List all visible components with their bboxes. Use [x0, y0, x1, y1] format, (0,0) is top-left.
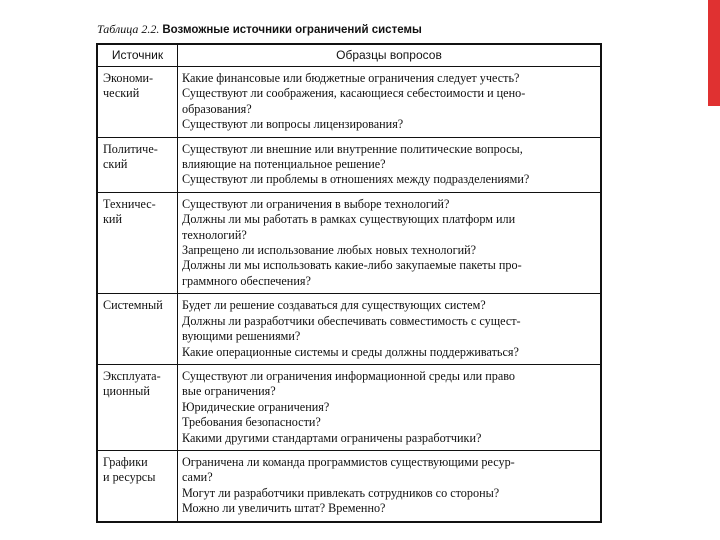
questions-cell — [178, 192, 602, 293]
question-line: Существуют ли проблемы в отношениях между подразделениями? — [182, 172, 530, 187]
source-cell — [97, 137, 178, 192]
source-line: ский — [103, 157, 128, 172]
source-line: и ресурсы — [103, 470, 156, 485]
source-cell — [97, 364, 178, 450]
question-line: сами? — [182, 470, 213, 485]
source-line: ционный — [103, 384, 150, 399]
caption-number: Таблица 2.2. — [97, 22, 160, 36]
source-cell — [97, 67, 178, 138]
question-line: Требования безопасности? — [182, 415, 321, 430]
questions-cell — [178, 364, 602, 450]
question-line: Юридические ограничения? — [182, 399, 330, 414]
question-line: Существуют ли ограничения информационной среды или право — [182, 368, 516, 383]
question-line: граммного обеспечения? — [182, 273, 311, 288]
question-line: Существуют ли ограничения в выборе технологий? — [182, 196, 450, 211]
question-line: Будет ли решение создаваться для существующих систем? — [182, 298, 486, 313]
table-row — [97, 364, 601, 450]
question-line: Какими другими стандартами ограничены разработчики? — [182, 430, 482, 445]
question-line: Ограничена ли команда программистов существующими ресур- — [182, 454, 515, 469]
header-questions: Образцы вопросов — [178, 44, 602, 67]
source-line: Графики — [103, 454, 148, 469]
table-row — [97, 137, 601, 192]
question-line: Должны ли мы использовать какие-либо закупаемые пакеты про- — [182, 258, 522, 273]
table-row — [97, 192, 601, 293]
question-line: Какие операционные системы и среды должны поддерживаться? — [182, 344, 519, 359]
source-line: Техничес- — [103, 196, 156, 211]
question-line: влияющие на потенциальное решение? — [182, 157, 386, 172]
source-cell — [97, 192, 178, 293]
table-row — [97, 450, 601, 521]
source-line: Политиче- — [103, 141, 158, 156]
question-line: вующими решениями? — [182, 329, 301, 344]
header-source: Источник — [97, 44, 178, 67]
question-line: Какие финансовые или бюджетные ограничения следует учесть? — [182, 71, 520, 85]
source-line: Экономи- — [103, 71, 154, 85]
slide-accent-bar — [708, 0, 720, 106]
source-cell — [97, 294, 178, 365]
table-row — [97, 294, 601, 365]
constraints-table — [96, 43, 602, 523]
source-line: кий — [103, 212, 122, 227]
questions-cell — [178, 67, 602, 138]
question-line: Должны ли мы работать в рамках существующих платформ или — [182, 212, 516, 227]
source-line: Эксплуата- — [103, 368, 161, 383]
questions-cell — [178, 294, 602, 365]
question-line: Можно ли увеличить штат? Временно? — [182, 501, 386, 516]
caption-title: Возможные источники ограничений системы — [162, 24, 422, 36]
table-caption — [97, 22, 422, 37]
source-line: ческий — [103, 86, 140, 101]
question-line: образования? — [182, 101, 252, 116]
question-line: Существуют ли внешние или внутренние политические вопросы, — [182, 141, 523, 156]
questions-cell — [178, 450, 602, 521]
source-cell — [97, 450, 178, 521]
question-line: технологий? — [182, 227, 247, 242]
question-line: Могут ли разработчики привлекать сотрудников со стороны? — [182, 485, 500, 500]
question-line: Запрещено ли использование любых новых технологий? — [182, 243, 477, 258]
question-line: Существуют ли соображения, касающиеся себестоимости и цено- — [182, 86, 526, 101]
table-row — [97, 67, 601, 138]
source-line: Системный — [103, 298, 163, 313]
table-header-row — [97, 44, 601, 67]
table-body — [97, 67, 601, 522]
question-line: вые ограничения? — [182, 384, 276, 399]
question-line: Должны ли разработчики обеспечивать совместимость с сущест- — [182, 313, 521, 328]
questions-cell — [178, 137, 602, 192]
question-line: Существуют ли вопросы лицензирования? — [182, 117, 404, 132]
